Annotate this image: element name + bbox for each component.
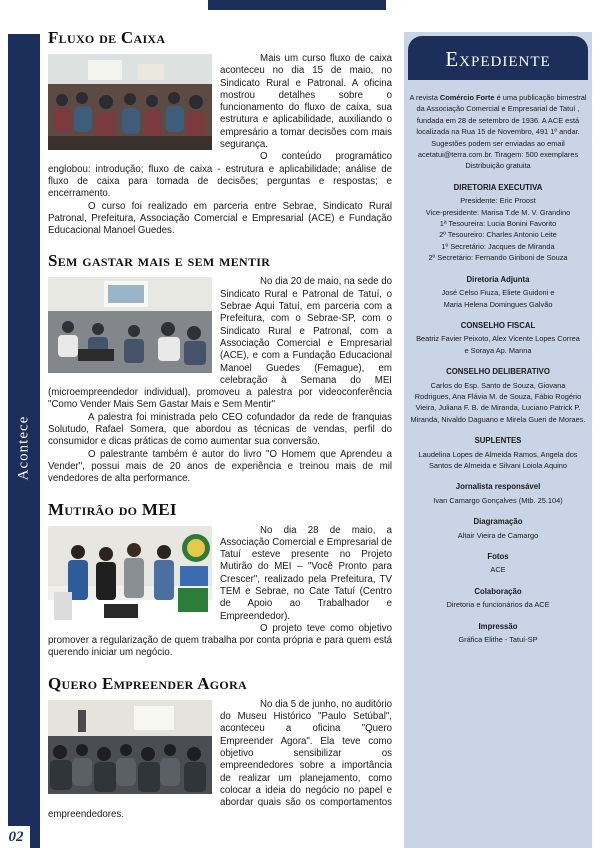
expediente-line: Santos de Almeida e Silvani Loiola Aquino xyxy=(428,460,568,470)
expediente-section xyxy=(408,586,588,611)
expediente-section xyxy=(408,366,588,425)
photo-auditorium xyxy=(48,700,212,798)
section-label: Acontece xyxy=(15,415,32,481)
expediente-section-title: Impressão xyxy=(478,621,518,631)
expediente-body xyxy=(404,80,592,645)
expediente-section xyxy=(408,435,588,471)
expediente-line: Rodrigues, Ana Flávia M. de Souza, Fábio Rogério xyxy=(414,391,582,401)
expediente-section xyxy=(408,481,588,506)
photo-stand-team xyxy=(48,526,212,630)
expediente-line: Vice-presidente: Marisa T.de M. V. Grandino xyxy=(425,207,571,217)
expediente-section-title: Diagramação xyxy=(473,517,523,527)
expediente-line: Beatriz Favier Peixoto, Alex Vicente Lopes Correa xyxy=(416,334,580,344)
expediente-section-title: Jornalista responsável xyxy=(455,482,541,492)
expediente-section xyxy=(408,320,588,356)
expediente-intro xyxy=(408,92,588,172)
article-title: Fluxo de Caixa xyxy=(48,28,166,47)
article-paragraph: No dia 28 de maio, a Associação Comercial e Empresarial de Tatuí esteve presente no Projeto Mutirão do MEI – "Você Pronto para Crescer", realizado pela Prefeitura, TV TEM e Sebrae, no Cate Tatuí (Centro de Apoio ao Trabalhador e Empreendedor). xyxy=(220,524,392,622)
main-column xyxy=(48,28,392,836)
expediente-section-title: DIRETORIA EXECUTIVA xyxy=(453,182,543,192)
article-paragraph: O projeto teve como objetivo promover a regularização de quem trabalha por conta própria e para quem está querendo iniciar um negócio. xyxy=(48,622,392,659)
expediente-line: Ivan Camargo Gonçalves (Mtb. 25.104) xyxy=(433,495,563,505)
article-paragraph: O palestrante também é autor do livro "O Homem que Aprendeu a Vender", possui mais de 20 anos de experiência e treinou mais de mil vendedores de alta performance. xyxy=(48,448,392,485)
expediente-section-title: Fotos xyxy=(487,552,509,561)
article-sem-gastar xyxy=(48,251,392,485)
article-body xyxy=(48,276,392,485)
expediente-section xyxy=(408,182,588,264)
page-number: 02 xyxy=(2,826,30,848)
expediente-line: ACE xyxy=(490,565,506,575)
expediente-line: 1º Secretário: Jacques de Miranda xyxy=(441,241,555,251)
article-body xyxy=(48,699,392,822)
article-title: Mutirão do MEI xyxy=(48,499,177,519)
expediente-title: Expediente xyxy=(408,36,588,80)
article-fluxo-de-caixa xyxy=(48,28,392,237)
article-paragraph: No dia 5 de junho, no auditório do Museu Histórico "Paulo Setúbal", aconteceu a oficina "Quero Empreender Agora". Ela teve como objetivo sensibilizar os empreendedores sobre a importância de realizar um planejamento, como colocar a ideia do negócio no papel e abordar quais são os comportamentos empreendedores. xyxy=(48,698,392,821)
expediente-section xyxy=(408,516,588,541)
intro-after: é uma publicação bimestral da Associação Comercial e Empresarial de Tatuí , fundada em 28 de setembro de 1936. A ACE está localizada na Rua 15 de Novembro, 491 1º andar. Sugestões podem ser enviadas ao email acetatui@terra.com.br. Tiragem: 500 exemplares Distribuição gratuita xyxy=(416,93,587,171)
expediente-line: 1ª Tesoureira: Lucia Bonini Favorito xyxy=(439,219,557,229)
expediente-line: Carlos do Esp. Santo de Souza, Giovana xyxy=(430,380,566,390)
article-paragraph: O conteúdo programático englobou: introdução; fluxo de caixa - estrutura e aplicabilidade; análise de fluxo de caixa para tomada de decisões; perguntas e respostas; e encerramento. xyxy=(48,151,392,200)
expediente-section-title: Colaboração xyxy=(474,586,522,596)
expediente-section-title: SUPLENTES xyxy=(474,436,522,446)
article-paragraph: O curso foi realizado em parceria entre Sebrae, Sindicato Rural Patronal, Prefeitura, Associação Comercial e Empresarial (ACE) e Fundação Educacional Manoel Guedes. xyxy=(48,200,392,237)
expediente-sidebar xyxy=(404,32,592,848)
expediente-line: 2º Tesoureiro: Charles Antonio Leite xyxy=(439,230,557,240)
expediente-line: Presidente: Eric Proost xyxy=(460,196,536,206)
expediente-section-title: CONSELHO DELIBERATIVO xyxy=(446,367,550,377)
magazine-name: Comércio Forte xyxy=(439,93,495,102)
article-title: Sem gastar mais e sem mentir xyxy=(48,251,271,271)
article-body xyxy=(48,53,392,237)
article-quero-empreender xyxy=(48,674,392,822)
article-paragraph: Mais um curso fluxo de caixa aconteceu no dia 15 de maio, no Sindicato Rural e Patronal. A oficina mostrou detalhes sobre o funcionamento do fluxo de caixa, sua estrutura e aplicabilidade, auxiliando o empresário a tomar decisões com mais segurança. xyxy=(220,53,392,151)
intro-before: A revista xyxy=(409,93,438,102)
expediente-line: e Soraya Ap. Manna xyxy=(464,345,532,355)
expediente-section xyxy=(408,621,588,646)
expediente-section xyxy=(408,551,588,576)
expediente-line: José Celso Fiuza, Eliete Guidoni e xyxy=(441,288,555,298)
expediente-line: Maria Helena Domingues Galvão xyxy=(443,299,553,309)
photo-classroom xyxy=(48,54,212,154)
article-title: Quero Empreender Agora xyxy=(48,673,248,693)
article-paragraph: A palestra foi ministrada pelo CEO cofundador da rede de franquias Solutudo, Rafael Somera, que abordou as técnicas de vendas, perfil do consumidor e dicas práticas de como aumentar sua conversão. xyxy=(48,411,392,448)
expediente-section-title: Diretoria Adjunta xyxy=(466,274,530,284)
article-body xyxy=(48,525,392,660)
article-paragraph: No dia 20 de maio, na sede do Sindicato Rural e Patronal de Tatuí, o Sebrae Aqui Tatuí, em parceria com a Prefeitura, com o Sebrae-SP, com o Sindicato Rural e Patronal, com a Associação Comercial e Empresarial (ACE), e com a Fundação Educacional Manoel Guedes (Femague), em celebração à Semana do MEI (microempreendedor individual), promoveu a palestra por videoconferência "Como Vender Mais Sem Gastar Mais e Sem Mentir" xyxy=(48,276,392,411)
expediente-sections xyxy=(408,182,588,646)
expediente-line: Miranda, Nivaldo Daguano e Mirela Gueri de Moraes. xyxy=(410,414,586,424)
expediente-line: Gráfica Elithe - Tatuí-SP xyxy=(458,635,538,645)
expediente-section-title: CONSELHO FISCAL xyxy=(460,320,536,330)
expediente-line: Laudelina Lopes de Almeida Ramos, Angela dos xyxy=(418,449,578,459)
article-mutirao-mei xyxy=(48,500,392,660)
top-decor-bar xyxy=(208,0,386,10)
photo-videoconference xyxy=(48,277,212,377)
expediente-line: Diretoria e funcionários da ACE xyxy=(446,600,550,610)
expediente-line: Altair Vieira de Camargo xyxy=(457,530,539,540)
expediente-section xyxy=(408,274,588,310)
expediente-line: 2º Secretário: Fernando Giriboni de Souza xyxy=(428,253,568,263)
expediente-line: Vieira, Juliana F. B. de Miranda, Luciano Patrick P. xyxy=(415,403,581,413)
